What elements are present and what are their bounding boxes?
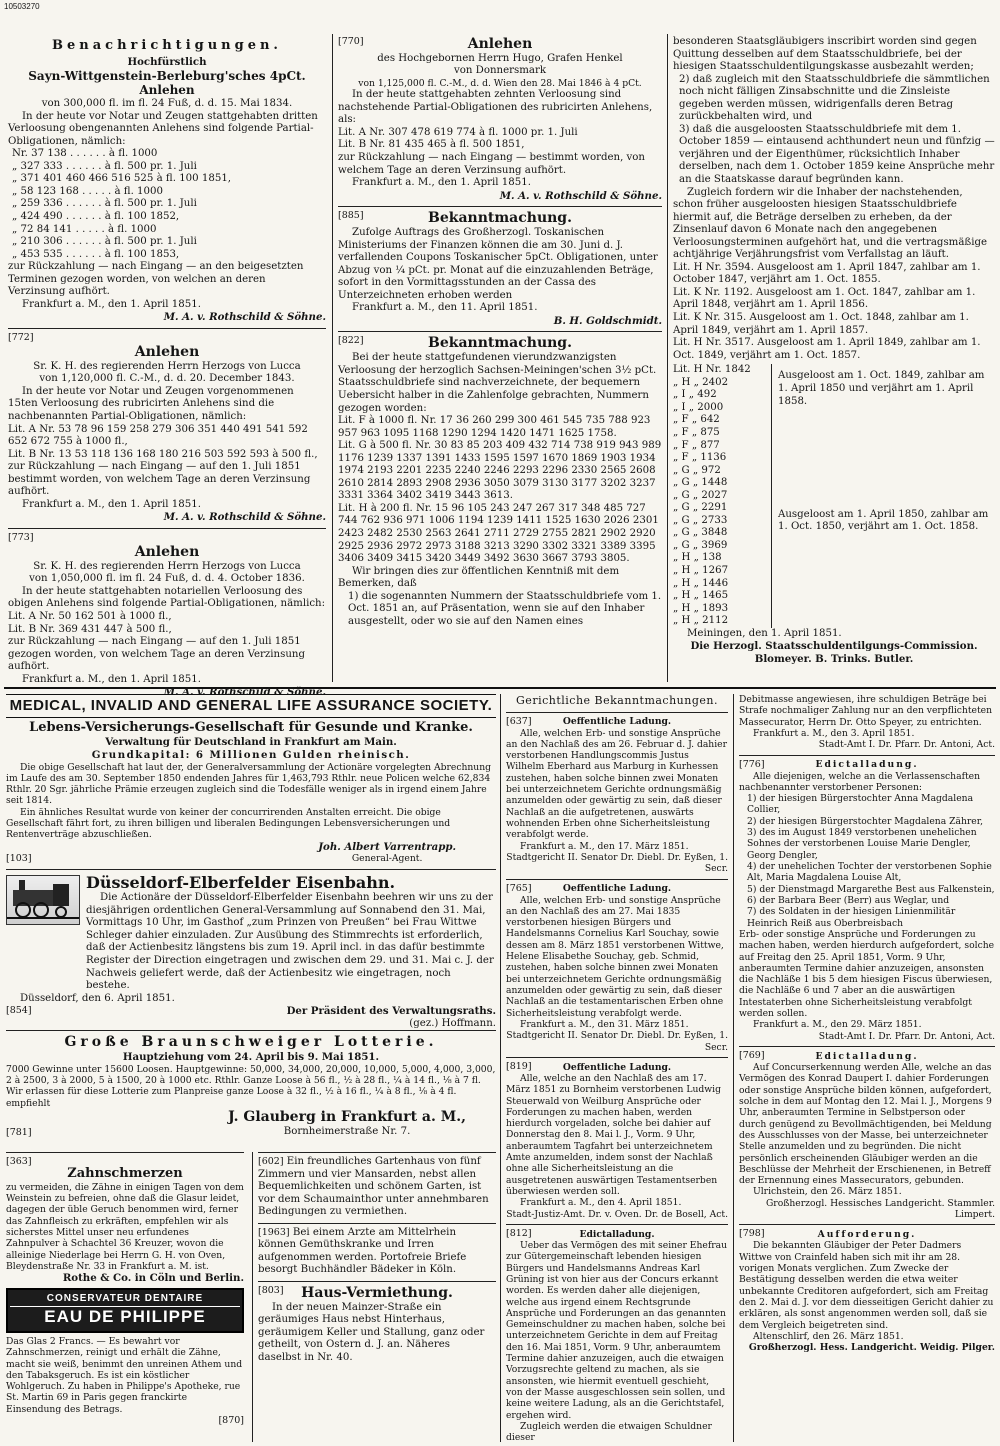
notice-body: 3) daß die ausgeloosten Staatsschuldbriefe mit dem 1. October 1859 — eintausend achthundert neun und fünfzig — verjähren und der Eigenthümer, rücksichtlich Inhaber derselben, nach dem 1. October 1859 keine Ansprüche mehr an die Staatskasse darauf begründen kann.: [679, 123, 995, 186]
notice-tag: [781]: [6, 1127, 32, 1139]
list-item: „ 72 84 141 . . . . . à fl. 1000: [12, 223, 157, 235]
list-item: 5) der Dienstmagd Margarethe Best aus Falkenstein,: [747, 883, 995, 895]
notice-tag: [602]: [258, 1156, 284, 1167]
list-item: „ F „ 875: [673, 426, 720, 438]
ad-signature: Rothe & Co. in Cöln und Berlin.: [62, 1272, 244, 1285]
ad-title: Zahnschmerzen: [67, 1165, 183, 1181]
list-item: „ 58 123 168 . . . . . à fl. 1000: [12, 185, 163, 197]
lottery-ad: [6, 1030, 496, 1145]
notice-body: besonderen Staatsgläubigers inscribirt worden sind gegen Quittung desselben auf dem Staatsschuldbriefe, bei der hiesigen Staatsschuldentilgungskasse ausbezahlt werden;: [673, 36, 977, 73]
notice-date: Frankfurt a. M., den 17. März 1851.: [520, 840, 689, 852]
notice-title: Sayn-Wittgenstein-Berleburg'sches 4pCt. Anlehen: [28, 68, 306, 98]
ad-body: [602] Ein freundliches Gartenhaus von fünf Zimmern und vier Mansarden, nebst allen Bequemlichkeiten und schönem Garten, ist vor dem Schaumainthor unter annehmbaren Bedingungen zu vermiethen.: [258, 1156, 489, 1218]
notice-subtitle: von 1,050,000 fl. im fl. 24 Fuß, d. d. 4. October 1836.: [29, 573, 305, 585]
ad-signature: J. Glauberg in Frankfurt a. M.,: [228, 1109, 466, 1126]
notice-body: Lit. B Nr. 81 435 465 à fl. 500 1851,: [338, 139, 525, 151]
notice-body: Alle, welchen Erb- und sonstige Ansprüche an den Nachlaß des am 27. Mai 1835 verstorbenen hiesigen Bürgers und Handelsmanns Cornelius Karl Souchay, sowie dessen am 8. März 1851 verstorbenen Wittwe, Helene Elisabethe Souchay, geb. Schmid, zustehen, haben solche binnen zwei Monaten bei unterzeichnetem Gerichte ordnungsmäßig anzumelden oder gewärtig zu sein, daß dieser Nachlaß an die testamentarischen Erben ohne Sicherheitsleistung verabfolgt werde.: [506, 894, 724, 1019]
notice-body: In der heute stattgehabten zehnten Verloosung sind nachstehende Partial-Obligationen des rubricirten Anlehens, als:: [338, 89, 653, 126]
notice-tag: [765]: [506, 882, 532, 894]
notice-body: zur Rückzahlung — nach Eingang — an den beigesetzten Terminen gezogen worden, von welchen an deren Verzinsung aufhört.: [8, 261, 304, 298]
ad-address: Bornheimerstraße Nr. 7.: [283, 1126, 411, 1138]
ad-capital: Grundkapital: 6 Millionen Gulden rheinisch.: [91, 748, 411, 761]
list-item: „ I „ 492: [673, 389, 717, 401]
notice-body: Erb- oder sonstige Ansprüche und Forderungen zu machen haben, werden hierdurch aufgefordert, solche auf Freitag den 25. April 1851, Vorm. 9 Uhr, anberaumten Termine dahier anzuzeigen, ansonsten die Nachläße 1 bis 5 dem hiesigen Fiscus überwiesen, die Nachläße 6 und 7 aber an die auswärtigen Intestaterben ohne Sicherheitsleistung verabfolgt werden sollen.: [739, 928, 995, 1020]
notice-body: In der heute stattgehabten notariellen Verloosung des obigen Anlehens sind folgende Partial-Obligationen, nämlich:: [8, 585, 326, 610]
notice-date: Meiningen, den 1. April 1851.: [687, 627, 842, 639]
left-column: [8, 38, 326, 699]
notice-subtitle: Sr. K. H. des regierenden Herrn Herzogs von Lucca: [33, 560, 301, 572]
notice-body: Alle diejenigen, welche an die Verlassenschaften nachbenannter verstorbener Personen:: [739, 770, 981, 793]
notice-date: Ulrichstein, den 26. März 1851.: [753, 1186, 902, 1198]
locomotive-image: [6, 875, 80, 925]
notice-date: Altenschlirf, den 26. März 1851.: [753, 1330, 904, 1342]
legal-notices-column: [506, 694, 728, 1442]
ad-body: Die obige Gesellschaft hat laut der, der Generalversammlung der Actionäre vorgelegten Abrechnung im Laufe des am 30. September 1850 endenden Jahres für 1,463,793 Rthlr. neue Policen welche 62,834 Rthlr. 20 Sgr. jährliche Prämie erzeugen zugleich sind die Todesfälle weniger als in irgend einem Jahre seit 1814.: [6, 761, 492, 807]
list-item: 7) des Soldaten in der hiesigen Linienmilitär Heinrich Reiß aus Oberbreisbach: [747, 906, 956, 929]
list-item: „ H „ 1267: [673, 564, 729, 576]
notice-body: Wir bringen dies zur öffentlichen Kenntniß mit dem Bemerken, daß: [338, 565, 620, 590]
notice-body: Alle, welchen Erb- und sonstige Ansprüche an den Nachlaß des am 26. Februar d. J. dahier verstorbenen Handlungscommis Justus Wilhelm Eberhard aus Marburg in Kurhessen zustehen, haben solche binnen zwei Monaten bei unterzeichnetem Gerichte ordnungsmäßig anzumelden oder gewärtig zu sein, daß dieser Nachlaß an die aufgetretenen, auswärts wohnenden Erben ohne Sicherheitsleistung verabfolgt werde.: [506, 727, 727, 841]
notice-body: 1) die sogenannten Nummern der Staatsschuldbriefe vom 1. Oct. 1851 an, auf Präsentation, wenn sie auf den Inhaber ausgestellt, oder wo sie auf den Namen eines: [348, 590, 662, 627]
ad-signature: (gez.) Hoffmann.: [409, 1017, 496, 1029]
ad-body: Ein ähnliches Resultat wurde von keiner der concurrirenden Anstalten erreicht. Die obige Gesellschaft fährt fort, zu ihren billigen und liberalen Bedingungen Lebensversicherungen und Rentenverträge abzuschließen.: [6, 806, 451, 841]
notice-subtitle: von Donnersmark: [453, 65, 547, 77]
notice-body: Lit. A Nr. 53 78 96 159 258 279 306 351 440 491 541 592 652 672 755 à 1000 fl.,: [8, 423, 308, 448]
notice-body: In der heute vor Notar und Zeugen vorgenommenen 15ten Verloosung des rubricirten Anlehens sind die nachbenannten Partial-Obligationen, nämlich:: [8, 385, 294, 422]
notice-body: In der heute vor Notar und Zeugen stattgehabten dritten Verloosung obengenannten Anlehens sind folgende Partial-Obligationen, nämlich:: [8, 110, 318, 147]
notice-body: Debitmasse angewiesen, ihre schuldigen Beträge bei Strafe nochmaliger Zahlung nur an den verpflichteten Massecurator, Herrn Dr. Otto Speyer, zu entrichten.: [739, 694, 992, 728]
notice-body: Lit. A Nr. 307 478 619 774 à fl. 1000 pr. 1. Juli: [338, 126, 578, 138]
notice-title: Edictalladung.: [815, 1050, 919, 1062]
notice-body: Lit. B Nr. 13 53 118 136 168 180 216 503 592 593 à 500 fl.,: [8, 448, 318, 460]
notice-signature: Großherzogl. Hess. Landgericht. Weidig. Pilger.: [748, 1342, 995, 1354]
ad-subtitle: Verwaltung für Deutschland in Frankfurt am Main.: [105, 736, 397, 749]
notice-body: Lit. H à 200 fl. Nr. 15 96 105 243 247 267 317 348 485 727 744 762 936 971 1006 1194 1239 1411 1525 1630 2026 2301 2423 2482 2530 2563 2641 2711 2729 2755 2821 2902 2920 2925 2936 2972 2973 3188 3213 3290 3302 3321 3389 3395 3406 3409 3415 3420 3449 3492 3630 3667 3793 3805.: [338, 502, 659, 565]
list-item: „ G „ 3848: [673, 527, 728, 539]
notice-date: Frankfurt a. M., den 11. April 1851.: [352, 302, 538, 314]
notice-body: Auf Concurserkennung werden Alle, welche an das Vermögen des Konrad Daupert I. dahier Forderungen oder sonstige Ansprüche bilden können, aufgefordert, solche in dem auf Montag den 12. Mai l. J., Morgens 9 Uhr, anberaumten Termine in Selbstperson oder durch genügend zu Bevollmächtigenden, bei Meldung des Ausschlusses von der Masse, bei unterzeichneter Stelle anzumelden und zu begründen. Die nicht persönlich erscheinenden Gläubiger werden an die Beschlüsse der Mehrheit der Erschienenen, in Betreff der Ernennung eines Massecurators, gebunden.: [739, 1062, 992, 1187]
obligation-list: [8, 148, 326, 261]
column-rule: [332, 34, 333, 682]
list-item: „ 259 336 . . . . . . à fl. 500 pr. 1. Juli: [12, 198, 197, 210]
notice-body: Alle, welche an den Nachlaß des am 17. März 1851 zu Bornheim verstorbenen Ludwig Steuerwald von Weilburg Ansprüche oder Forderungen zu machen haben, werden hierdurch vorgeladen, solche bei dahier auf Donnerstag den 8. Mai l. J., Vorm. 9 Uhr, anberaumtem Tagfahrt bei unterzeichnetem Amte anzumelden, indem sonst der Nachlaß ohne alle Sicherheitsleistung an die ausgetretenen auswärtigen Testamentserben überwiesen werden soll.: [506, 1072, 721, 1198]
lot-note: Ausgeloost am 1. Oct. 1849, zahlbar am 1. April 1850 und verjährt am 1. April 1858.: [778, 370, 985, 407]
list-item: „ G „ 3969: [673, 539, 728, 551]
notice-body: Lit. A Nr. 50 162 501 à 1000 fl.,: [8, 610, 172, 622]
notice-title: Bekanntmachung.: [428, 335, 572, 352]
list-item: „ 453 535 . . . . . . à fl. 100 1853,: [12, 248, 180, 260]
ad-title: Große Braunschweiger Lotterie.: [64, 1034, 438, 1050]
notice-signature: B. H. Goldschmidt.: [553, 314, 662, 327]
ad-body: [1963] Bei einem Arzte am Mittelrhein können Gemüthskranke und Irren aufgenommen werden. Portofreie Briefe besorgt Buchhändler Bädeker in Köln.: [258, 1226, 467, 1276]
list-item: „ 424 490 . . . . . . à fl. 100 1852,: [12, 210, 180, 222]
notice-tag: [769]: [739, 1050, 765, 1062]
ad-body: Das Glas 2 Francs. — Es bewahrt vor Zahnschmerzen, reinigt und erhält die Zähne, macht sie weiß, benimmt den unreinen Athem und den Tabaksgeruch. Es ist ein köstlicher Wohlgeruch. Zu haben in Philippe's Apotheke, rue St. Martin 69 in Paris gegen franckirte Einsendung des Betrags.: [6, 1335, 243, 1415]
notice-body: 2) daß zugleich mit den Staatsschuldbriefe die sämmtlichen noch nicht fälligen Zinsabschnitte und die Zinsleiste gegeben werden müssen, widrigenfalls deren Betrag zurückbehalten wird, und: [679, 73, 990, 123]
notice-signature: Stadt-Amt I. Dr. Pfarr. Dr. Antoni, Act.: [818, 739, 995, 751]
ad-title: Lebens-Versicherungs-Gesellschaft für Gesunde und Kranke.: [29, 720, 473, 736]
edicts-column: [739, 694, 995, 1442]
notice-signature: Stadtgericht II. Senator Dr. Diebl. Dr. Eyßen, 1. Secr.: [506, 1030, 728, 1053]
ad-body: 7000 Gewinne unter 15600 Loosen. Hauptgewinne: 50,000, 34,000, 20,000, 10,000, 5,000, 4,000, 3,000, 2 à 2500, 3 à 2000, 5 à 1500, 20 à 1000 etc. Rthlr. Ganze Loose à 56 fl., ½ à 28 fl., ¼ à 14 fl., ⅛ à 7 fl. Wir erlassen für diese Lotterie zum Planpreise ganze Loose à 32 fl., ½ à 16 fl., ¼ à 8 fl., ⅛ à 4 fl. empfiehlt: [6, 1063, 496, 1109]
notice-subtitle: Sr. K. H. des regierenden Herrn Herzogs von Lucca: [33, 360, 301, 372]
notice-title: Oeffentliche Ladung.: [562, 716, 672, 728]
notice-date: Frankfurt a. M., den 1. April 1851.: [22, 673, 201, 685]
notice-tag: [773]: [8, 531, 34, 543]
middle-column: [338, 36, 662, 684]
notice-title: Oeffentliche Ladung.: [562, 883, 672, 895]
notice-signature: Stadtgericht II. Senator Dr. Diebl. Dr. Eyßen, 1. Secr.: [506, 851, 728, 875]
notice-signature: M. A. v. Rothschild & Söhne.: [163, 511, 326, 524]
notice-title: Anlehen: [134, 543, 200, 560]
list-item: Lit. H Nr. 3517. Ausgeloost am 1. April 1849, zahlbar am 1. Oct. 1849, verjährt am 1. Oct. 1857.: [673, 337, 981, 361]
ad-signature: Joh. Albert Varrentrapp.: [318, 840, 456, 853]
list-item: Lit. K Nr. 1192. Ausgeloost am 1. Oct. 1847, zahlbar am 1. April 1848, verjährt am 1. April 1856.: [673, 286, 976, 311]
list-item: Lit. H Nr. 3594. Ausgeloost am 1. April 1847, zahlbar am 1. October 1847, verjährt am 1. Oct. 1855.: [673, 261, 981, 286]
conservateur-logo: CONSERVATEUR DENTAIRE EAU DE PHILIPPE: [6, 1288, 244, 1333]
notice-tag: [854]: [6, 1005, 32, 1017]
ad-role: General-Agent.: [351, 853, 423, 865]
ad-body: Die Actionäre der Düsseldorf-Elberfelder Eisenbahn beehren wir uns zu der diesjährigen ordentlichen General-Versammlung auf Sonnabend den 31. Mai, Vormittags 10 Uhr, im Gasthof „zum Prinzen von Preußen“ bei Frau Wittwe Schleger dahier einzuladen. Zur Ausübung des Stimmrechts ist erforderlich, daß der Actienbesitz längstens bis zum 19. April incl. in das dafür bestimmte Register der Direction eingetragen und zwischen dem 29. und 31. Mai c. J. der Nachweis geliefert werde, daß der Actienbesitz wie eingetragen, noch bestehe.: [86, 892, 494, 992]
list-item: Nr. 37 138 . . . . . . à fl. 1000: [12, 148, 158, 160]
notice-signature: Die Herzogl. Staatsschuldentilgungs-Commission.: [690, 640, 978, 653]
notice-body: Zugleich werden die etwaigen Schuldner dieser: [506, 1420, 712, 1444]
notice-tag: [776]: [739, 758, 765, 770]
notice-signature: M. A. v. Rothschild & Söhne.: [163, 311, 326, 324]
notice-title: Aufforderung.: [817, 1229, 917, 1241]
railway-ad: [6, 873, 496, 993]
ad-banner: MEDICAL, INVALID AND GENERAL LIFE ASSURANCE SOCIETY.: [6, 694, 496, 718]
notice-body: Lit. G à 500 fl. Nr. 30 83 85 203 409 432 714 738 919 943 989 1176 1239 1337 1391 1433 1595 1597 1670 1869 1903 1934 1974 2193 2201 2235 2240 2246 2293 2296 2330 2565 2608 2610 2814 2893 2908 2936 3050 3079 3130 3177 3202 3237 3331 3364 3402 3419 3443 3613.: [338, 440, 662, 502]
lot-list: [673, 364, 772, 414]
notice-tag: [103]: [6, 852, 32, 864]
ad-date: Düsseldorf, den 6. April 1851.: [20, 992, 175, 1004]
list-item: 1) der hiesigen Bürgerstochter Anna Magdalena Collier,: [747, 793, 974, 816]
notice-body: Zufolge Auftrags des Großherzogl. Toskanischen Ministeriums der Finanzen können die am 30. Juni d. J. verfallenden Coupons Toskanischer 5pCt. Obligationen, unter Abzug von ¼ pCt. pr. Monat auf die einzuzahlenden Beträge, sofort in den Vormittagsstunden an der Cassa des Unterzeichneten erhoben werden: [338, 227, 658, 301]
notice-tag: [822]: [338, 335, 364, 347]
list-item: „ G „ 2733: [673, 514, 728, 526]
notice-signature: M. A. v. Rothschild & Söhne.: [163, 686, 326, 699]
lot-list: [673, 414, 772, 627]
list-item: Lit. K Nr. 315. Ausgeloost am 1. Oct. 1848, zahlbar am 1. April 1849, verjährt am 1. April 1857.: [673, 312, 969, 336]
notice-body: Lit. F à 1000 fl. Nr. 17 36 260 299 300 461 545 735 788 923 957 963 1095 1168 1290 1294 1420 1471 1625 1758.: [338, 415, 651, 439]
column-rule: [667, 34, 668, 682]
notice-body: zur Rückzahlung — nach Eingang — auf den 1. Juli 1851 bestimmt worden, von welchem Tage an deren Verzinsung aufhört.: [8, 461, 311, 498]
notice-date: Frankfurt a. M., den 4. April 1851.: [520, 1197, 682, 1209]
notice-signature: Großherzogl. Hessisches Landgericht. Stammler. Limpert.: [765, 1197, 995, 1221]
notice-title: Anlehen: [467, 35, 533, 52]
list-item: „ F „ 642: [673, 414, 720, 426]
notice-tag: [819]: [506, 1060, 532, 1072]
toothache-ad: [6, 1152, 244, 1442]
notice-signature: Blomeyer. B. Trinks. Butler.: [754, 652, 914, 665]
list-item: „ H „ 2112: [673, 615, 729, 627]
notice-date: Frankfurt a. M., den 31. März 1851.: [520, 1018, 689, 1030]
list-item: 3) des im August 1849 verstorbenen unehelichen Sohnes der verstorbenen Louise Marie Dengler, Georg Dengler,: [747, 827, 977, 861]
notice-body: zur Rückzahlung — nach Eingang — auf den 1. Juli 1851 gezogen worden, von welchem Tage an deren Verzinsung aufhört.: [8, 636, 305, 673]
notice-tag: [885]: [338, 210, 364, 222]
lot-note: Ausgeloost am 1. April 1850, zahlbar am 1. Oct. 1850, verjährt am 1. Oct. 1858.: [778, 508, 989, 533]
section-heading: Benachrichtigungen.: [52, 38, 282, 53]
notice-title: Anlehen: [134, 343, 200, 360]
list-item: „ 210 306 . . . . . . à fl. 500 pr. 1. Juli: [12, 236, 197, 248]
notice-date: Frankfurt a. M., den 1. April 1851.: [352, 177, 531, 189]
ad-signature: Der Präsident des Verwaltungsraths.: [286, 1005, 496, 1018]
notice-tag: [798]: [739, 1228, 765, 1240]
notice-title: Hochfürstlich: [127, 55, 207, 68]
list-item: „ 371 401 460 466 516 525 à fl. 100 1851,: [12, 173, 232, 185]
notice-tag: [803]: [258, 1284, 284, 1296]
notice-body: Zugleich fordern wir die Inhaber der nachstehenden, schon früher ausgeloosten hiesigen Staatsschuldbriefe hiermit auf, die Beträge derselben zu erheben, da der Zinsenlauf davon 6 Monate nach den angegebenen Verloosungsterminen aufgehört hat, und die vertragsmäßige achtjährige Verjährungsfrist vom Verfallstag an läuft.: [673, 186, 988, 261]
list-item: „ I „ 2000: [673, 401, 724, 413]
right-column: [673, 36, 995, 684]
list-item: „ H „ 1446: [673, 577, 729, 589]
ad-body: In der neuen Mainzer-Straße ein geräumiges Haus nebst Hinterhaus, geräumigem Keller und Stallung, ganz oder getheilt, von Ostern d. J. an. Näheres daselbst in Nr. 40.: [258, 1301, 485, 1363]
list-item: „ G „ 972: [673, 464, 721, 476]
list-item: „ G „ 2027: [673, 489, 728, 501]
notice-title: Edictalladung.: [815, 759, 919, 771]
notice-title: Bekanntmachung.: [428, 209, 572, 226]
insurance-ad: [6, 694, 496, 1027]
ad-title: Düsseldorf-Elberfelder Eisenbahn.: [86, 872, 396, 892]
list-item: „ 327 333 . . . . . . à fl. 500 pr. 1. Juli: [12, 160, 197, 172]
notice-tag: [772]: [8, 331, 34, 343]
notice-tag: [637]: [506, 715, 532, 727]
list-item: „ H „ 2402: [673, 376, 729, 388]
notice-subtitle: von 1,120,000 fl. C.-M., d. d. 20. December 1843.: [39, 373, 295, 385]
notice-subtitle: des Hochgebornen Herrn Hugo, Grafen Henkel: [377, 52, 623, 64]
column-rule: [500, 694, 501, 1442]
small-ads: [258, 1152, 496, 1442]
notice-tag: [770]: [338, 36, 364, 47]
notice-date: Frankfurt a. M., den 1. April 1851.: [22, 298, 201, 310]
notice-body: zur Rückzahlung — nach Eingang — bestimmt worden, von welchem Tage an deren Verzinsung aufhört.: [338, 152, 645, 176]
section-heading: Gerichtliche Bekanntmachungen.: [516, 694, 718, 707]
notice-body: Lit. B Nr. 369 431 447 à 500 fl.,: [8, 623, 172, 635]
ad-body: zu vermeiden, die Zähne in einigen Tagen von dem Weinstein zu befreien, ohne daß die Glasur leidet, dagegen der üble Geruch benommen wird, ferner das Zahnfleisch zu erkräften, empfehlen wir als sicherstes Mittel unser neu erfundenes Zahnpulver à Schachtel 36 Kreuzer, wovon die alleinige Niederlage bei Herrn G. H. von Oven, Bleydenstraße Nr. 33 in Frankfurt a. M. ist.: [6, 1181, 244, 1272]
notice-body: Ueber das Vermögen des mit seiner Ehefrau zur Gütergemeinschaft lebenden hiesigen Bürgers und Handelsmanns Andreas Karl Grüning ist von hier aus der Concurs erkannt worden. Es werden daher alle diejenigen, welche aus irgend einem Rechtsgrunde Ansprüche und Forderungen an das genannten Gemeinschuldner zu machen haben, solche bei unterzeichnetem Gerichte in dem auf Freitag den 16. Mai 1851, Vorm. 9 Uhr, anberaumtem Termine dahier anzuzeigen, auch die etwaigen Vorzugsrechte geltend zu machen, als sie ansonsten, wie hiermit eventuell geschieht, von der Masse ausgeschlossen sein sollen, und keine weitere Ladung, als an die Gerichtstafel, ergehen wird.: [506, 1239, 728, 1421]
list-item: „ F „ 1136: [673, 452, 727, 464]
notice-title: Oeffentliche Ladung.: [562, 1061, 672, 1073]
notice-body: Die bekannten Gläubiger der Peter Dadmers Wittwe von Crainfeld haben sich mit ihr am 28. vorigen Monats verglichen. Zum Zwecke der Bestätigung desselben werden die etwa weiter unbekannte Creditoren aufgefordert, sich am Freitag den 2. Mai d. J. vor dem diesseitigen Gericht dahier zu erklären, als sonst angenommen werden soll, daß sie dem Vergleich beigetreten sind.: [739, 1240, 994, 1331]
list-item: „ G „ 2291: [673, 502, 728, 514]
notice-signature: Stadt-Justiz-Amt. Dr. v. Oven. Dr. de Bosell, Act.: [506, 1208, 728, 1220]
list-item: 6) der Barbara Beer (Berr) aus Weglar, und: [747, 894, 950, 906]
notice-tag: [1963]: [258, 1226, 290, 1238]
notice-date: Frankfurt a. M., den 1. April 1851.: [22, 498, 201, 510]
notice-date: Frankfurt a. M., den 3. April 1851.: [753, 727, 915, 739]
list-item: „ F „ 877: [673, 439, 720, 451]
notice-subtitle: von 300,000 fl. im fl. 24 Fuß, d. d. 15. Mai 1834.: [41, 98, 293, 110]
list-item: Lit. H Nr. 1842: [673, 364, 751, 376]
notice-signature: M. A. v. Rothschild & Söhne.: [499, 189, 662, 202]
list-item: „ H „ 1893: [673, 602, 729, 614]
heirs-list: [739, 793, 995, 929]
column-rule: [733, 694, 734, 1442]
notice-signature: Stadt-Amt I. Dr. Pfarr. Dr. Antoni, Act.: [818, 1030, 995, 1042]
notice-tag: [363]: [6, 1156, 32, 1167]
page-id: 10503270: [4, 2, 40, 11]
notice-title: Edictalladung.: [579, 1228, 655, 1240]
notice-tag: [812]: [506, 1227, 532, 1239]
lot-group: [673, 414, 995, 627]
notice-body: Bei der heute stattgefundenen vierundzwanzigsten Verloosung der herzoglich Sachsen-Meiningen'schen 3½ pCt. Staatsschuldbriefe sind nachverzeichnete, der bequemern Uebersicht halber in die Zahlenfolge gebrachten, Nummern gezogen worden:: [338, 352, 657, 414]
ad-title: Haus-Vermiethung.: [301, 1284, 453, 1301]
notice-subtitle: von 1,125,000 fl. C.-M., d. d. Wien den 28. Mai 1846 à 4 pCt.: [358, 77, 642, 89]
lot-group: [673, 364, 995, 414]
ad-subtitle: Hauptziehung vom 24. April bis 9. Mai 1851.: [122, 1051, 380, 1064]
list-item: 2) der hiesigen Bürgerstochter Magdalena Zährer,: [747, 815, 984, 827]
list-item: „ H „ 1465: [673, 590, 729, 602]
list-item: 4) der unehelichen Tochter der verstorbenen Sophie Alt, Maria Magdalena Louise Alt,: [747, 861, 992, 884]
list-item: „ G „ 1448: [673, 477, 728, 489]
notice-tag: [870]: [218, 1415, 244, 1427]
notice-date: Frankfurt a. M., den 29. März 1851.: [753, 1019, 922, 1031]
list-item: „ H „ 138: [673, 552, 722, 564]
